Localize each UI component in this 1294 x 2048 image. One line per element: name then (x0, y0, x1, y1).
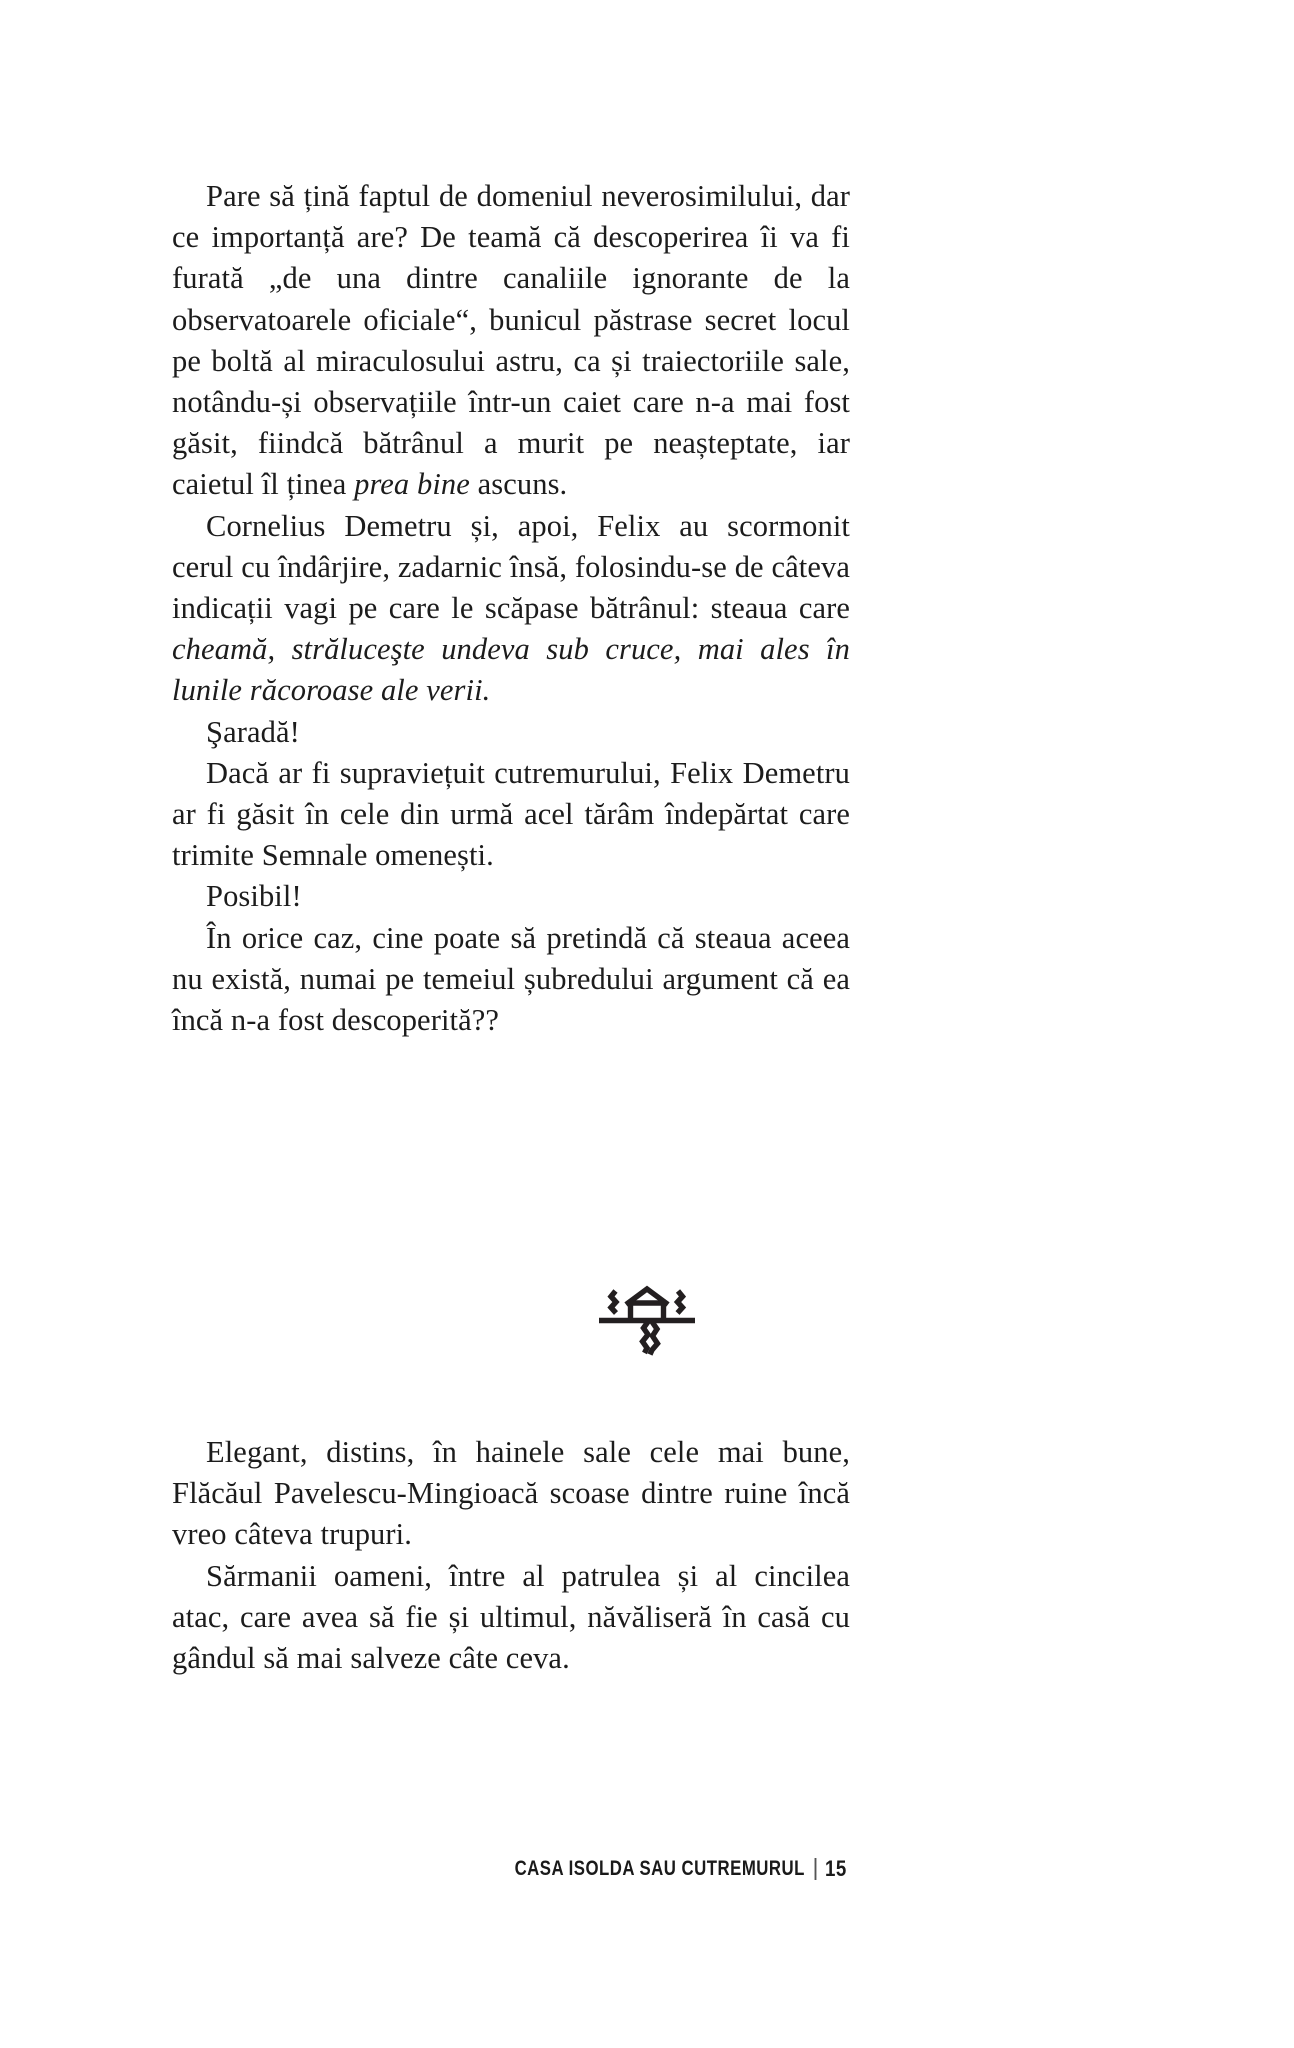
text-run: Cornelius Demetru și, apoi, Felix au scormonit cerul cu îndârjire, zadarnic însă, folosindu-se de câteva indicații vagi pe care le scăpase bătrânul: steaua care (172, 508, 850, 626)
paragraph (172, 1556, 850, 1680)
running-title: CASA ISOLDA SAU CUTREMURUL (514, 1856, 805, 1880)
paragraph (172, 176, 850, 506)
text-run: Elegant, distins, în hainele sale cele mai bune, Flăcăul Pavelescu-Mingioacă scoase dintre ruine încă vreo câteva trupuri. (172, 1435, 850, 1552)
paragraph (172, 753, 850, 877)
page-number: 15 (824, 1855, 847, 1881)
paragraph (172, 1432, 850, 1556)
text-run: Dacă ar fi supraviețuit cutremurului, Felix Demetru ar fi găsit în cele din urmă acel tărâm îndepărtat care trimite Semnale omenești. (172, 755, 850, 873)
text-run: ascuns. (469, 467, 568, 502)
paragraph (172, 918, 850, 1042)
text-run: Pare să țină faptul de domeniul neverosimilului, dar ce importanță are? De teamă că descoperirea îi va fi furată „de una dintre canaliile ignorante de la observatoarele oficiale“, bunicul păstrase secret locul pe boltă al miraculosului astru, ca și traiectoriile sale, notându-și observațiile într-un caiet care n-a mai fost găsit, fiindcă bătrânul a murit pe neașteptate, iar caietul îl ținea (172, 179, 850, 502)
footer-separator: | (812, 1854, 819, 1880)
paragraph (172, 876, 850, 917)
paragraph (172, 506, 850, 712)
text-run: În orice caz, cine poate să pretindă că steaua aceea nu există, numai pe temeiul șubredului argument că ea încă n-a fost descoperită?? (172, 920, 850, 1038)
section-ornament (0, 1276, 1294, 1361)
italic-text-run: cheamă, străluceşte undeva sub cruce, mai ales în lunile răcoroase ale verii. (172, 632, 850, 708)
main-text-block-lower (172, 1432, 850, 1679)
earthquake-house-icon (593, 1276, 701, 1356)
italic-text-run: prea bine (354, 467, 470, 502)
main-text-block-upper (172, 176, 850, 1041)
page-footer (172, 1855, 850, 1882)
text-run: Şaradă! (206, 714, 300, 749)
text-run: Posibil! (206, 879, 302, 914)
paragraph (172, 712, 850, 753)
text-run: Sărmanii oameni, între al patrulea și al cincilea atac, care avea să fie și ultimul, năvăliseră în casă cu gândul să mai salveze câte ceva. (172, 1558, 850, 1676)
